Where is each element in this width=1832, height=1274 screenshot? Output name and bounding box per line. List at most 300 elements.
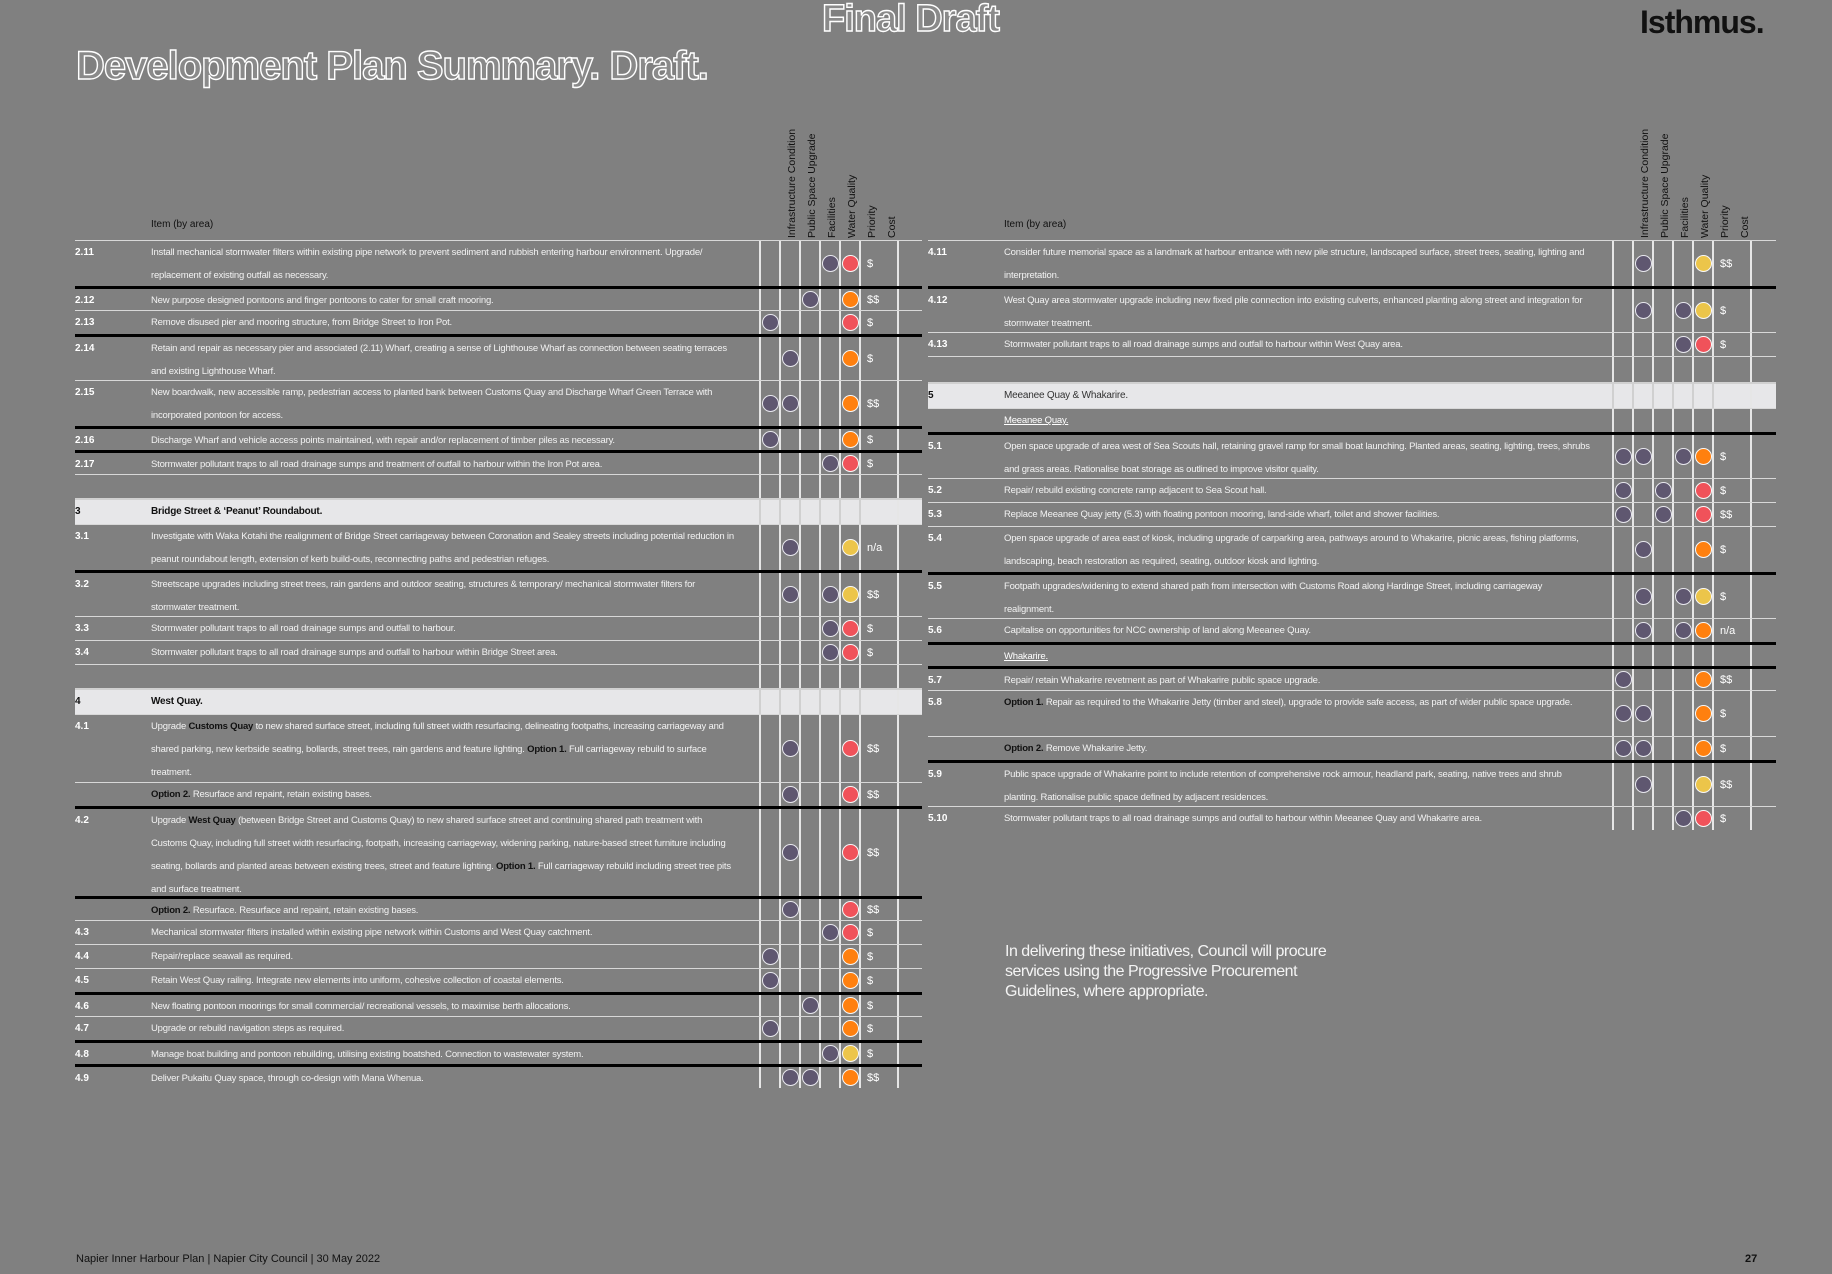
item-description: Stormwater pollutant traps to all road drainage sumps and treatment of outfall to harbour within the Iron Pot area. [151,459,603,470]
description-text: Upgrade [151,815,189,826]
item-description [1004,357,1612,382]
water-quality-dot-icon [822,644,839,661]
cell-infrastructure-condition [759,665,779,688]
cell-cost: $ [859,641,899,664]
cell-priority [839,665,859,688]
cell-water-quality [1672,357,1692,382]
procurement-note: In delivering these initiatives, Council will procure services using the Progressive Procurement Guidelines, where appropriate. [1005,943,1327,1000]
cell-public-space-upgrade [1632,691,1652,736]
cell-priority [1692,357,1712,382]
cell-public-space-upgrade [779,525,799,570]
table-row [75,310,922,334]
cell-priority [1692,384,1712,408]
priority-high-dot-icon [842,314,859,331]
cell-priority [1692,691,1712,736]
cell-facilities [799,289,819,310]
cell-public-space-upgrade [1632,479,1652,502]
table-row [928,240,1776,286]
cell-infrastructure-condition [1612,409,1632,432]
water-quality-dot-icon [1675,336,1692,353]
cell-cost: n/a [859,525,899,570]
item-description: Stormwater pollutant traps to all road drainage sumps and outfall to harbour within West Quay area. [1004,339,1403,350]
left-table-panel [75,100,922,1088]
cell-water-quality [819,500,839,524]
cell-facilities [1652,669,1672,690]
cell-priority [1692,409,1712,432]
cell-cost: $ [859,1043,899,1064]
cell-priority [839,690,859,714]
item-number: 2.12 [75,295,95,306]
header-facilities-right: Facilities [1679,197,1691,238]
public-space-upgrade-dot-icon [782,350,799,367]
item-number: 2.16 [75,435,95,446]
cell-public-space-upgrade [779,241,799,286]
cell-public-space-upgrade [1632,409,1652,432]
item-number: 4.4 [75,951,89,962]
cell-cost [859,475,899,498]
cell-cost: $ [859,337,899,380]
header-infrastructure-condition-right: Infrastructure Condition [1639,128,1651,238]
cell-facilities [1652,527,1672,572]
cell-water-quality [1672,807,1692,830]
option-label: Option 2. [151,789,191,800]
cell-priority [1692,669,1712,690]
public-space-upgrade-dot-icon [1635,740,1652,757]
infrastructure-condition-dot-icon [762,948,779,965]
cell-water-quality [1672,619,1692,642]
infrastructure-condition-dot-icon [762,972,779,989]
subsection-heading-row [928,642,1776,666]
criteria-cells [759,381,899,426]
description-text: Resurface. Resurface and repaint, retain existing bases. [190,905,419,916]
infrastructure-condition-dot-icon [1615,506,1632,523]
header-public-space-upgrade-right: Public Space Upgrade [1659,133,1671,238]
priority-high-dot-icon [1695,336,1712,353]
table-row [928,526,1776,572]
cell-cost: $ [859,921,899,944]
table-row [928,760,1776,806]
item-number [75,783,151,806]
cell-water-quality [819,1043,839,1064]
item-number: 2.13 [75,317,95,328]
cell-infrastructure-condition [1612,503,1632,526]
cell-priority [1692,527,1712,572]
cell-infrastructure-condition [1612,289,1632,332]
criteria-cells [1612,241,1752,286]
cell-priority [839,1043,859,1064]
cell-water-quality [819,475,839,498]
table-row [75,968,922,992]
cell-public-space-upgrade [1632,645,1652,666]
criteria-cells [759,500,899,524]
cell-water-quality [819,525,839,570]
cell-water-quality [819,809,839,896]
public-space-upgrade-dot-icon [782,395,799,412]
priority-med-dot-icon [842,291,859,308]
cell-water-quality [1672,409,1692,432]
spacer-row [75,474,922,498]
item-number: 4.5 [75,975,89,986]
cell-priority [839,809,859,896]
cell-public-space-upgrade [1632,333,1652,356]
cell-public-space-upgrade [779,969,799,992]
cell-public-space-upgrade [779,690,799,714]
cell-cost: $$ [1712,763,1752,806]
cell-priority [1692,289,1712,332]
item-description: Whakarire. [1004,651,1048,662]
cell-public-space-upgrade [779,1043,799,1064]
item-number: 2.11 [75,247,94,258]
cell-public-space-upgrade [1632,807,1652,830]
water-quality-dot-icon [822,586,839,603]
item-number [75,665,151,688]
cell-public-space-upgrade [779,311,799,334]
cell-infrastructure-condition [1612,241,1632,286]
item-column-header: Item (by area) [151,219,214,230]
criteria-cells [759,1067,899,1088]
priority-high-dot-icon [842,644,859,661]
item-number: 3.1 [75,531,89,542]
cell-public-space-upgrade [779,921,799,944]
description-text: to new shared surface street, including full street width resurfacing, delineating footpaths, increasing carriageway and shared parking, new kerbside seating, bollards, street trees, rain gardens and feature lighting. [151,721,724,755]
criteria-cells [759,617,899,640]
cell-facilities [799,665,819,688]
public-space-upgrade-dot-icon [1635,255,1652,272]
water-quality-dot-icon [822,924,839,941]
cell-facilities [799,311,819,334]
cell-cost [1712,409,1752,432]
cell-water-quality [1672,479,1692,502]
final-draft-banner: Final Draft [822,0,999,40]
cell-water-quality [819,641,839,664]
cell-facilities [1652,691,1672,736]
item-description: Stormwater pollutant traps to all road drainage sumps and outfall to harbour. [151,623,456,634]
cell-cost: $ [1712,289,1752,332]
item-number: 5 [928,390,934,401]
table-row [928,736,1776,760]
criteria-cells [1612,619,1752,642]
infrastructure-condition-dot-icon [1615,705,1632,722]
table-row [75,1040,922,1064]
criteria-cells [759,945,899,968]
cell-facilities [1652,357,1672,382]
cell-water-quality [819,241,839,286]
option-label: Option 2. [151,905,191,916]
cell-water-quality [819,995,839,1016]
cell-facilities [1652,384,1672,408]
cell-public-space-upgrade [779,809,799,896]
public-space-upgrade-dot-icon [1635,541,1652,558]
cell-public-space-upgrade [779,337,799,380]
cell-facilities [1652,807,1672,830]
cell-cost: n/a [1712,619,1752,642]
cell-water-quality [819,945,839,968]
cell-infrastructure-condition [1612,435,1632,478]
cell-facilities [799,783,819,806]
item-description: Upgrade or rebuild navigation steps as required. [151,1023,345,1034]
cell-facilities [1652,619,1672,642]
item-description [1004,737,1612,760]
cell-public-space-upgrade [1632,384,1652,408]
column-headers [75,100,922,240]
cell-water-quality [1672,645,1692,666]
item-description: Capitalise on opportunities for NCC ownership of land along Meeanee Quay. [1004,625,1311,636]
priority-low-dot-icon [842,539,859,556]
item-description: Consider future memorial space as a landmark at harbour entrance with new pile structure, landscaped surface, street trees, seating, lighting and interpretation. [1004,247,1585,281]
criteria-cells [1612,503,1752,526]
item-description [151,475,759,498]
priority-med-dot-icon [1695,740,1712,757]
item-description: West Quay. [151,696,203,707]
item-description: Retain West Quay railing. Integrate new elements into uniform, cohesive collection of coastal elements. [151,975,564,986]
description-text: (between Bridge Street and Customs Quay) to new shared surface street and continuing shared path treatment with Customs Quay, including full street width resurfacing, footpath, increasing carriageway, widening parking, nature-based street furniture including seating, bollards and planted areas between existing trees, street and feature lighting. [151,815,726,872]
cell-priority [1692,241,1712,286]
item-number: 3.4 [75,647,89,658]
cell-facilities [799,429,819,450]
priority-high-dot-icon [842,455,859,472]
cell-water-quality [1672,575,1692,618]
criteria-cells [1612,575,1752,618]
cell-facilities [1652,503,1672,526]
item-description: Investigate with Waka Kotahi the realignment of Bridge Street carriageway between Coronation and Sealey streets including potential reduction in peanut roundabout length, extension of kerb build-outs, reconnecting paths and pedestrian refuges. [151,531,734,565]
cell-public-space-upgrade [779,945,799,968]
infrastructure-condition-dot-icon [1615,740,1632,757]
right-table-panel [928,100,1776,830]
item-number: 5.9 [928,769,942,780]
cell-facilities [799,475,819,498]
description-text: Repair as required to the Whakarire Jetty (timber and steel), upgrade to provide safe access, as part of wider public space upgrade. [1043,697,1573,708]
cell-priority [839,573,859,616]
cell-infrastructure-condition [1612,575,1632,618]
table-row [928,286,1776,332]
cell-infrastructure-condition [759,573,779,616]
item-number: 5.1 [928,441,942,452]
option-label: Option 1. [496,861,536,872]
cell-public-space-upgrade [1632,575,1652,618]
item-description [151,665,759,688]
cell-infrastructure-condition [759,453,779,474]
item-description: Deliver Pukaitu Quay space, through co-design with Mana Whenua. [151,1073,424,1084]
cell-water-quality [819,311,839,334]
cell-priority [1692,645,1712,666]
item-number: 4.13 [928,339,948,350]
cell-infrastructure-condition [759,1067,779,1088]
cell-facilities [1652,241,1672,286]
brand-logo: Isthmus. [1640,4,1764,40]
cell-infrastructure-condition [1612,619,1632,642]
cell-public-space-upgrade [779,617,799,640]
cell-public-space-upgrade [779,1067,799,1088]
cell-priority [1692,807,1712,830]
cell-cost: $ [1712,435,1752,478]
cell-cost: $$ [859,715,899,782]
item-number: 5.4 [928,533,942,544]
cell-priority [1692,333,1712,356]
cell-water-quality [819,969,839,992]
cell-water-quality [819,1067,839,1088]
cell-public-space-upgrade [1632,289,1652,332]
criteria-cells [1612,409,1752,432]
cell-infrastructure-condition [1612,479,1632,502]
cell-water-quality [1672,669,1692,690]
left-table-rows [75,240,922,1088]
cell-facilities [799,1043,819,1064]
table-row [928,432,1776,478]
item-number: 4.12 [928,295,948,306]
cell-cost: $$ [859,289,899,310]
table-row [928,502,1776,526]
item-number: 5.10 [928,813,948,824]
cell-cost: $$ [859,783,899,806]
item-description: West Quay area stormwater upgrade including new fixed pile connection into existing culverts, enhanced planting along street and integration for stormwater treatment. [1004,295,1583,329]
criteria-cells [1612,763,1752,806]
cell-priority [839,453,859,474]
cell-priority [839,921,859,944]
cell-priority [839,641,859,664]
header-public-space-upgrade: Public Space Upgrade [806,133,818,238]
cell-facilities [799,573,819,616]
table-row [75,992,922,1016]
cell-water-quality [819,573,839,616]
cell-public-space-upgrade [779,381,799,426]
criteria-cells [1612,807,1752,830]
item-number [928,357,1004,382]
description-text: Full carriageway rebuild including street tree pits and surface treatment. [151,861,731,895]
priority-high-dot-icon [842,255,859,272]
criteria-cells [759,899,899,920]
cell-cost: $$ [859,573,899,616]
table-row [75,896,922,920]
priority-med-dot-icon [1695,448,1712,465]
table-row [928,332,1776,356]
header-water-quality: Water Quality [846,174,858,238]
cell-infrastructure-condition [759,995,779,1016]
cell-infrastructure-condition [759,641,779,664]
cell-cost [859,665,899,688]
cell-priority [1692,575,1712,618]
item-number [928,645,1004,666]
cell-water-quality [1672,241,1692,286]
cell-public-space-upgrade [779,1017,799,1040]
cell-water-quality [1672,737,1692,760]
option-label: West Quay [188,815,236,826]
table-row [75,286,922,310]
cell-public-space-upgrade [779,289,799,310]
priority-high-dot-icon [842,786,859,803]
criteria-cells [759,715,899,782]
cell-water-quality [1672,435,1692,478]
page-number: 27 [1745,1253,1758,1265]
cell-water-quality [1672,691,1692,736]
cell-cost: $ [859,945,899,968]
criteria-cells [759,525,899,570]
item-description: Public space upgrade of Whakarire point to include retention of comprehensive rock armour, headland park, seating, native trees and shrub planting. Rationalise public space defined by adjacent residences. [1004,769,1562,803]
cell-facilities [799,525,819,570]
cell-cost [1712,384,1752,408]
criteria-cells [1612,289,1752,332]
cell-cost: $$ [859,381,899,426]
public-space-upgrade-dot-icon [1635,588,1652,605]
cell-cost: $ [1712,333,1752,356]
cell-infrastructure-condition [759,429,779,450]
item-description: Remove disused pier and mooring structure, from Bridge Street to Iron Pot. [151,317,452,328]
cell-facilities [1652,737,1672,760]
water-quality-dot-icon [1675,810,1692,827]
item-number: 2.15 [75,387,95,398]
cell-infrastructure-condition [759,381,779,426]
cell-facilities [1652,409,1672,432]
cell-infrastructure-condition [759,715,779,782]
item-description: Repair/ retain Whakarire revetment as part of Whakarire public space upgrade. [1004,675,1321,686]
item-number: 5.6 [928,625,942,636]
option-label: Option 1. [1004,697,1044,708]
cell-infrastructure-condition [759,1043,779,1064]
item-description: Meeanee Quay & Whakarire. [1004,390,1128,401]
cell-public-space-upgrade [1632,527,1652,572]
cell-water-quality [819,665,839,688]
cell-infrastructure-condition [759,899,779,920]
cell-infrastructure-condition [1612,763,1632,806]
cell-priority [1692,479,1712,502]
cell-priority [839,783,859,806]
header-priority-right: Priority [1719,205,1731,238]
cell-infrastructure-condition [1612,333,1632,356]
priority-med-dot-icon [842,997,859,1014]
cell-infrastructure-condition [759,289,779,310]
facilities-dot-icon [1655,482,1672,499]
table-row [75,450,922,474]
infrastructure-condition-dot-icon [762,314,779,331]
table-row [75,570,922,616]
cell-public-space-upgrade [1632,357,1652,382]
cell-infrastructure-condition [1612,645,1632,666]
water-quality-dot-icon [1675,302,1692,319]
cell-infrastructure-condition [759,475,779,498]
criteria-cells [759,453,899,474]
item-description: Repair/ rebuild existing concrete ramp adjacent to Sea Scout hall. [1004,485,1267,496]
cell-public-space-upgrade [779,899,799,920]
water-quality-dot-icon [1675,588,1692,605]
item-number: 4.1 [75,721,89,732]
criteria-cells [1612,479,1752,502]
criteria-cells [759,1017,899,1040]
item-description: Discharge Wharf and vehicle access points maintained, with repair and/or replacement of timber piles as necessary. [151,435,615,446]
cell-facilities [799,809,819,896]
item-number: 3.3 [75,623,89,634]
cell-priority [839,715,859,782]
item-description: New floating pontoon moorings for small commercial/ recreational vessels, to maximise berth allocations. [151,1001,571,1012]
public-space-upgrade-dot-icon [1635,302,1652,319]
cell-public-space-upgrade [779,475,799,498]
cell-priority [839,945,859,968]
item-number: 3 [75,506,81,517]
cell-infrastructure-condition [759,241,779,286]
cell-infrastructure-condition [759,525,779,570]
table-row [928,806,1776,830]
water-quality-dot-icon [1675,448,1692,465]
facilities-dot-icon [802,997,819,1014]
cell-facilities [799,617,819,640]
criteria-cells [759,337,899,380]
item-description: Meeanee Quay. [1004,415,1069,426]
cell-priority [839,995,859,1016]
item-column-header-right: Item (by area) [1004,219,1067,230]
item-number: 4.11 [928,247,947,258]
table-row [75,426,922,450]
table-row [75,616,922,640]
table-row [75,806,922,896]
description-text: Remove Whakarire Jetty. [1043,743,1148,754]
